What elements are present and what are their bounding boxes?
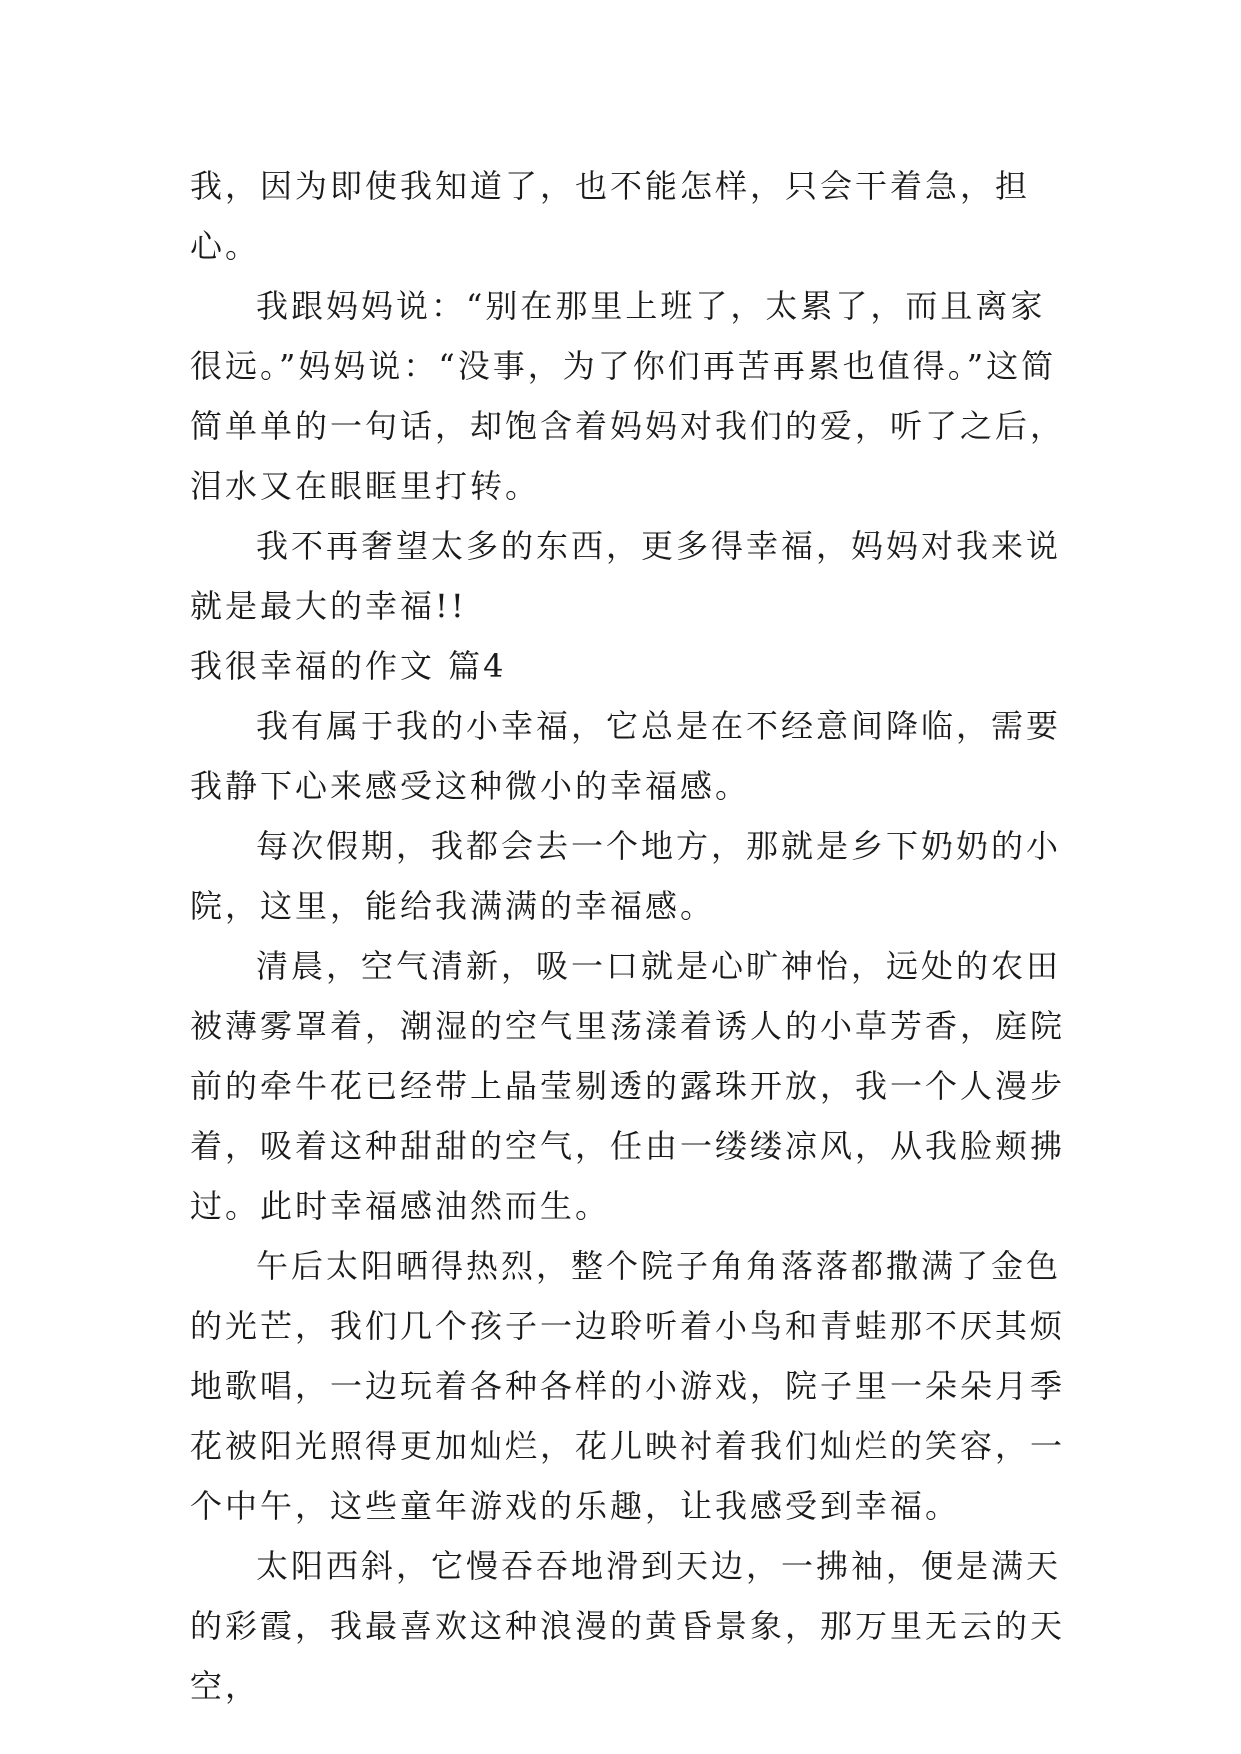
paragraph-continuation: 我，因为即使我知道了，也不能怎样，只会干着急，担心。 — [190, 167, 1031, 265]
section-heading: 我很幸福的作文 篇4 — [190, 647, 507, 685]
paragraph: 我有属于我的小幸福，它总是在不经意间降临，需要我静下心来感受这种微小的幸福感。 — [190, 707, 1062, 805]
paragraph: 每次假期，我都会去一个地方，那就是乡下奶奶的小院，这里，能给我满满的幸福感。 — [190, 827, 1062, 925]
paragraph: 太阳西斜，它慢吞吞地滑到天边，一拂袖，便是满天的彩霞，我最喜欢这种浪漫的黄昏景象，那万里无云的天空， — [190, 1547, 1066, 1705]
paragraph: 午后太阳晒得热烈，整个院子角角落落都撒满了金色的光芒，我们几个孩子一边聆听着小鸟和青蛙那不厌其烦地歌唱，一边玩着各种各样的小游戏，院子里一朵朵月季花被阳光照得更加灿烂，花儿映衬着我们灿烂的笑容，一个中午，这些童年游戏的乐趣，让我感受到幸福。 — [190, 1247, 1066, 1525]
paragraph: 我跟妈妈说：“别在那里上班了，太累了，而且离家很远。”妈妈说：“没事，为了你们再苦再累也值得。”这简简单单的一句话，却饱含着妈妈对我们的爱，听了之后，泪水又在眼眶里打转。 — [190, 287, 1066, 505]
paragraph: 我不再奢望太多的东西，更多得幸福，妈妈对我来说就是最大的幸福!! — [190, 527, 1062, 625]
paragraph: 清晨，空气清新，吸一口就是心旷神怡，远处的农田被薄雾罩着，潮湿的空气里荡漾着诱人的小草芳香，庭院前的牵牛花已经带上晶莹剔透的露珠开放，我一个人漫步着，吸着这种甜甜的空气，任由一缕缕凉风，从我脸颊拂过。此时幸福感油然而生。 — [190, 947, 1066, 1225]
document-body — [190, 156, 1070, 1716]
